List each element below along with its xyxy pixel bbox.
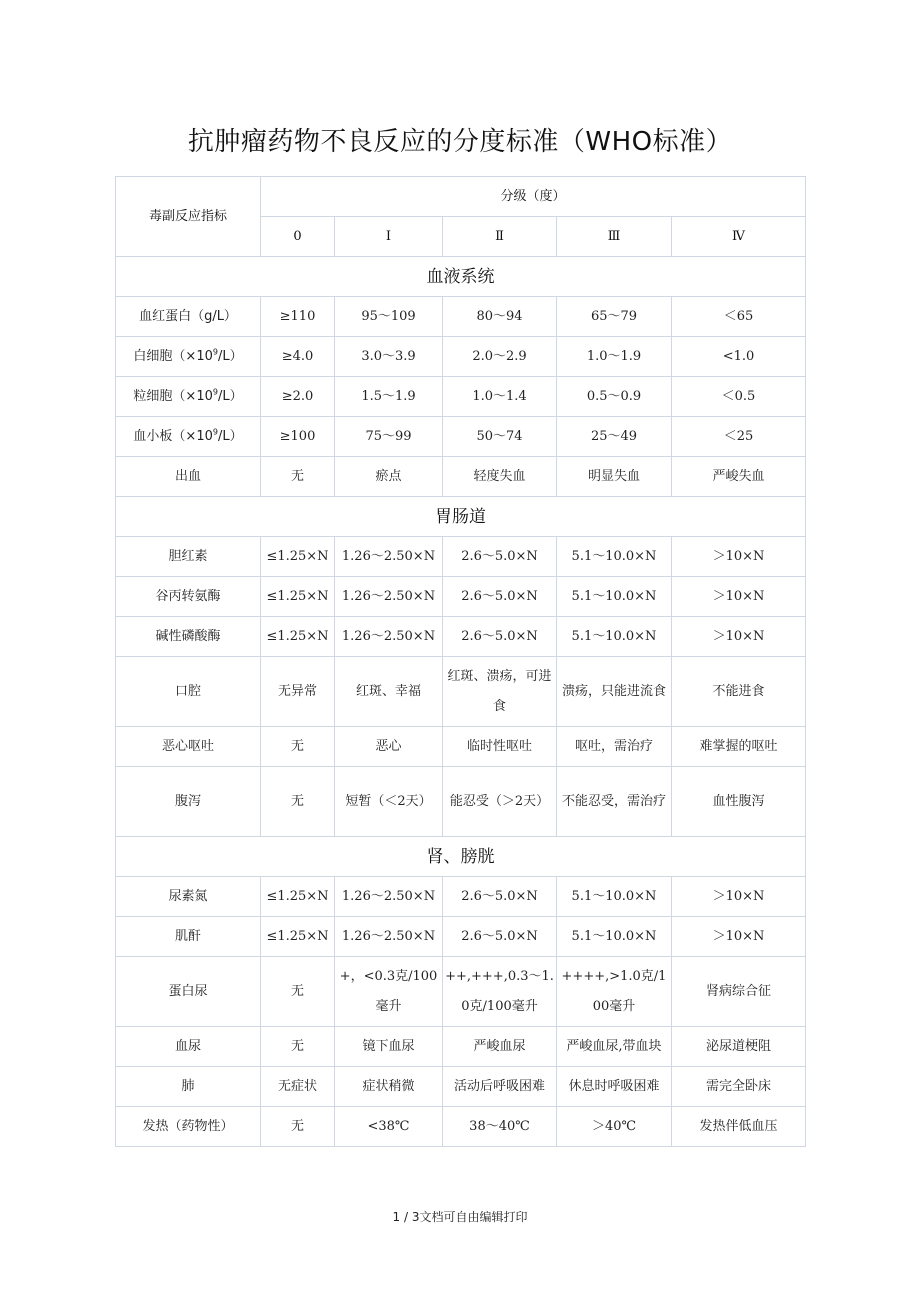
indicator-cell: 碱性磷酸酶	[116, 617, 261, 657]
value-cell: 2.6～5.0×N	[443, 617, 557, 657]
value-cell: +，<0.3克/100毫升	[335, 957, 443, 1027]
value-cell: 1.26～2.50×N	[335, 537, 443, 577]
value-cell: ＞10×N	[672, 537, 806, 577]
indicator-unit: /L）	[217, 348, 243, 364]
value-cell: ≤1.25×N	[261, 917, 335, 957]
value-cell: 瘀点	[335, 457, 443, 497]
value-cell: 需完全卧床	[672, 1067, 806, 1107]
value-cell: ≤1.25×N	[261, 877, 335, 917]
table-row	[116, 1107, 806, 1147]
indicator-cell: 血尿	[116, 1027, 261, 1067]
value-cell: 1.26～2.50×N	[335, 577, 443, 617]
value-cell: 25～49	[557, 417, 672, 457]
value-cell: 镜下血尿	[335, 1027, 443, 1067]
section-title-kidney: 肾、膀胱	[116, 837, 806, 877]
value-cell: 难掌握的呕吐	[672, 727, 806, 767]
indicator-cell: 发热（药物性）	[116, 1107, 261, 1147]
indicator-cell: 肺	[116, 1067, 261, 1107]
value-cell: 65～79	[557, 297, 672, 337]
value-cell: 1.26～2.50×N	[335, 917, 443, 957]
value-cell: 无	[261, 1107, 335, 1147]
indicator-text: 血小板（×10	[133, 428, 213, 444]
value-cell: ≥110	[261, 297, 335, 337]
value-cell: ＞10×N	[672, 877, 806, 917]
value-cell: 1.26～2.50×N	[335, 617, 443, 657]
section-title-blood: 血液系统	[116, 257, 806, 297]
indicator-header: 毒副反应指标	[116, 177, 261, 257]
value-cell: 3.0～3.9	[335, 337, 443, 377]
table-row	[116, 337, 806, 377]
table-row	[116, 1027, 806, 1067]
value-cell: 活动后呼吸困难	[443, 1067, 557, 1107]
indicator-text: 粒细胞（×10	[133, 388, 213, 404]
table-row	[116, 537, 806, 577]
value-cell: ＜25	[672, 417, 806, 457]
value-cell: 无	[261, 1027, 335, 1067]
value-cell: ≥100	[261, 417, 335, 457]
value-cell: 1.5～1.9	[335, 377, 443, 417]
value-cell: 不能进食	[672, 657, 806, 727]
table-row	[116, 457, 806, 497]
page-footer: 1 / 3文档可自由编辑打印	[392, 1210, 528, 1224]
indicator-cell: 胆红素	[116, 537, 261, 577]
table-row	[116, 577, 806, 617]
value-cell: 恶心	[335, 727, 443, 767]
value-cell: 严峻血尿,带血块	[557, 1027, 672, 1067]
table-row	[116, 877, 806, 917]
table-row	[116, 767, 806, 837]
table-row	[116, 657, 806, 727]
indicator-cell: 恶心呕吐	[116, 727, 261, 767]
indicator-cell: 蛋白尿	[116, 957, 261, 1027]
section-row	[116, 257, 806, 297]
indicator-cell	[116, 377, 261, 417]
value-cell: 不能忍受，需治疗	[557, 767, 672, 837]
indicator-cell: 尿素氮	[116, 877, 261, 917]
table-row	[116, 297, 806, 337]
value-cell: 血性腹泻	[672, 767, 806, 837]
table-row	[116, 917, 806, 957]
value-cell: 2.6～5.0×N	[443, 537, 557, 577]
value-cell: 5.1～10.0×N	[557, 917, 672, 957]
value-cell: 1.0～1.4	[443, 377, 557, 417]
value-cell: 休息时呼吸困难	[557, 1067, 672, 1107]
value-cell: 2.6～5.0×N	[443, 877, 557, 917]
table-row	[116, 727, 806, 767]
table-row	[116, 957, 806, 1027]
value-cell: <1.0	[672, 337, 806, 377]
value-cell: ≤1.25×N	[261, 617, 335, 657]
value-cell: 1.0～1.9	[557, 337, 672, 377]
indicator-unit: /L）	[217, 388, 243, 404]
value-cell: 75～99	[335, 417, 443, 457]
value-cell: ≤1.25×N	[261, 537, 335, 577]
indicator-exponent: 9	[212, 387, 218, 397]
header-row	[116, 177, 806, 217]
value-cell: 无	[261, 727, 335, 767]
value-cell: ++++,>1.0克/100毫升	[557, 957, 672, 1027]
value-cell: 50～74	[443, 417, 557, 457]
value-cell: 严峻血尿	[443, 1027, 557, 1067]
value-cell: 5.1～10.0×N	[557, 577, 672, 617]
value-cell: ＜65	[672, 297, 806, 337]
value-cell: 肾病综合征	[672, 957, 806, 1027]
value-cell: 0.5～0.9	[557, 377, 672, 417]
indicator-text: 白细胞（×10	[133, 348, 213, 364]
grade-header: 分级（度）	[261, 177, 806, 217]
value-cell: 38～40℃	[443, 1107, 557, 1147]
value-cell: 5.1～10.0×N	[557, 877, 672, 917]
grade-3-header: Ⅲ	[557, 217, 672, 257]
indicator-unit: /L）	[217, 428, 243, 444]
value-cell: ≥2.0	[261, 377, 335, 417]
value-cell: 2.6～5.0×N	[443, 577, 557, 617]
value-cell: 红斑、溃疡，可进食	[443, 657, 557, 727]
value-cell: <38℃	[335, 1107, 443, 1147]
value-cell: 发热伴低血压	[672, 1107, 806, 1147]
indicator-exponent: 9	[212, 427, 218, 437]
value-cell: 溃疡，只能进流食	[557, 657, 672, 727]
table-row	[116, 1067, 806, 1107]
value-cell: 红斑、幸福	[335, 657, 443, 727]
indicator-cell	[116, 337, 261, 377]
value-cell: 5.1～10.0×N	[557, 537, 672, 577]
value-cell: 能忍受（＞2天）	[443, 767, 557, 837]
table-row	[116, 617, 806, 657]
page-title: 抗肿瘤药物不良反应的分度标准（WHO标准）	[187, 127, 733, 157]
section-title-gi: 胃肠道	[116, 497, 806, 537]
value-cell: 无	[261, 767, 335, 837]
grade-1-header: Ⅰ	[335, 217, 443, 257]
value-cell: 80～94	[443, 297, 557, 337]
value-cell: ≤1.25×N	[261, 577, 335, 617]
table-row	[116, 377, 806, 417]
indicator-cell: 口腔	[116, 657, 261, 727]
value-cell: 无	[261, 457, 335, 497]
value-cell: 症状稍微	[335, 1067, 443, 1107]
indicator-cell: 腹泻	[116, 767, 261, 837]
value-cell: ＜0.5	[672, 377, 806, 417]
value-cell: 呕吐，需治疗	[557, 727, 672, 767]
section-row	[116, 497, 806, 537]
grade-4-header: Ⅳ	[672, 217, 806, 257]
value-cell: 明显失血	[557, 457, 672, 497]
table-row	[116, 417, 806, 457]
value-cell: ＞10×N	[672, 577, 806, 617]
indicator-cell: 谷丙转氨酶	[116, 577, 261, 617]
value-cell: ＞10×N	[672, 917, 806, 957]
value-cell: 2.0～2.9	[443, 337, 557, 377]
value-cell: ＞40℃	[557, 1107, 672, 1147]
value-cell: 95～109	[335, 297, 443, 337]
value-cell: 5.1～10.0×N	[557, 617, 672, 657]
value-cell: 短暂（＜2天）	[335, 767, 443, 837]
value-cell: 临时性呕吐	[443, 727, 557, 767]
value-cell: ＞10×N	[672, 617, 806, 657]
value-cell: 泌尿道梗阻	[672, 1027, 806, 1067]
value-cell: 2.6～5.0×N	[443, 917, 557, 957]
grade-2-header: Ⅱ	[443, 217, 557, 257]
value-cell: 严峻失血	[672, 457, 806, 497]
indicator-cell: 血红蛋白（g/L）	[116, 297, 261, 337]
indicator-cell: 出血	[116, 457, 261, 497]
grade-0-header: 0	[261, 217, 335, 257]
indicator-cell	[116, 417, 261, 457]
value-cell: 1.26～2.50×N	[335, 877, 443, 917]
value-cell: 无异常	[261, 657, 335, 727]
value-cell: ≥4.0	[261, 337, 335, 377]
value-cell: 无	[261, 957, 335, 1027]
grading-table	[115, 176, 806, 1147]
indicator-exponent: 9	[212, 347, 218, 357]
section-row	[116, 837, 806, 877]
value-cell: ++,+++,0.3～1.0克/100毫升	[443, 957, 557, 1027]
value-cell: 无症状	[261, 1067, 335, 1107]
value-cell: 轻度失血	[443, 457, 557, 497]
indicator-cell: 肌酐	[116, 917, 261, 957]
